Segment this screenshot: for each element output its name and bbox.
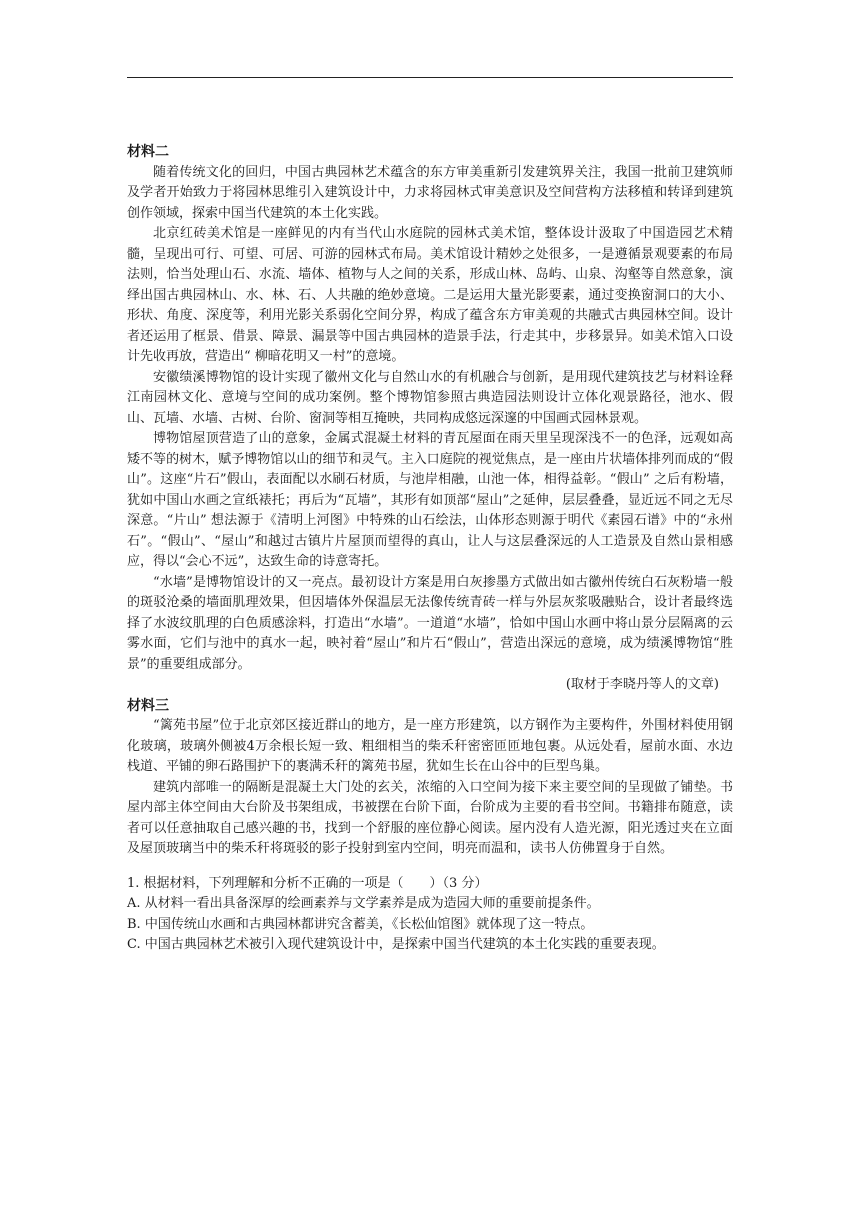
- question-1-option-a: A. 从材料一看出具备深厚的绘画素养与文学素养是成为造园大师的重要前提条件。: [127, 896, 600, 911]
- material2-paragraph-2: 北京红砖美术馆是一座鲜见的内有当代山水庭院的园林式美术馆，整体设计汲取了中国造园艺术精髓，呈现出可行、可望、可居、可游的园林式布局。美术馆设计精妙之处很多，一是遵循景观要素的布局法则，恰当处理山石、水流、墙体、植物与人之间的关系，形成山林、岛屿、山泉、沟壑等自然意象，演绎出国古典园林山、水、林、石、人共融的绝妙意境。二是运用大量光影要素，通过变换窗洞口的大小、形状、角度、深度等，利用光影关系弱化空间分界，构成了蕴含东方审美观的共融式古典园林空间。设计者还运用了框景、借景、障景、漏景等中国古典园林的造景手法，行走其中，步移景异。如美术馆入口设计先收再放，营造出“ 柳暗花明又一村”的意境。: [127, 226, 733, 364]
- material2-paragraph-1: 随着传统文化的回归，中国古典园林艺术蕴含的东方审美重新引发建筑界关注，我国一批前卫建筑师及学者开始致力于将园林思维引入建筑设计中，力求将园林式审美意识及空间营构方法移植和转译到建筑创作领域，探索中国当代建筑的本土化实践。: [127, 164, 733, 221]
- material2-paragraph-3: 安徽绩溪博物馆的设计实现了徽州文化与自然山水的有机融合与创新，是用现代建筑技艺与材料诠释江南园林文化、意境与空间的成功案例。整个博物馆参照古典造园法则设计立体化观景路径，池水、假山、瓦墙、水墙、古树、台阶、窗洞等相互掩映，共同构成悠远深邃的中国画式园林景观。: [127, 369, 733, 426]
- material2-source: (取材于李晓丹等人的文章): [565, 677, 719, 692]
- document-body: [127, 142, 733, 956]
- material3-paragraph-1: “篱苑书屋”位于北京郊区接近群山的地方，是一座方形建筑，以方钢作为主要构件，外围材料使用钢化玻璃，玻璃外侧被4万余根长短一致、粗细相当的柴禾秆密密匝匝地包裹。从远处看，屋前水面、水边栈道、平铺的卵石路围护下的裹满禾秆的篱苑书屋，犹如生长在山谷中的巨型鸟巢。: [127, 718, 733, 774]
- question-block: [127, 874, 733, 956]
- question-1-option-b: B. 中国传统山水画和古典园林都讲究含蓄美，《长松仙馆图》就体现了这一特点。: [127, 916, 594, 932]
- material2-paragraph-5: “水墙”是博物馆设计的又一亮点。最初设计方案是用白灰掺墨方式做出如古徽州传统白石灰粉墙一般的斑驳沧桑的墙面肌理效果，但因墙体外保温层无法像传统青砖一样与外层灰浆吸融贴合，设计者最终选择了水波纹肌理的白色质感涂料，打造出“水墙”。一道道“水墙”，恰如中国山水画中将山景分层隔离的云雾水面，它们与池中的真水一起，映衬着“屋山”和片石“假山”，营造出深远的意境，成为绩溪博物馆“胜景”的重要组成部分。: [127, 574, 733, 672]
- question-1-option-c: C. 中国古典园林艺术被引入现代建筑设计中，是探索中国当代建筑的本土化实践的重要表现。: [127, 937, 665, 952]
- material3-paragraph-2: 建筑内部唯一的隔断是混凝土大门处的玄关，浓缩的入口空间为接下来主要空间的呈现做了铺垫。书屋内部主体空间由大台阶及书架组成，书被摆在台阶下面，台阶成为主要的看书空间。书籍排布随意，读者可以任意抽取自己感兴趣的书，找到一个舒服的座位静心阅读。屋内没有人造光源，阳光透过夹在立面及屋顶玻璃当中的柴禾秆将斑驳的影子投射到室内空间，明亮而温和，读书人仿佛置身于自然。: [127, 779, 733, 856]
- material2-paragraph-4: 博物馆屋顶营造了山的意象，金属式混凝土材料的青瓦屋面在雨天里呈现深浅不一的色泽，远观如高矮不等的树木，赋予博物馆以山的细节和灵气。主入口庭院的视觉焦点，是一座由片状墙体排列而成的“假山”。这座“片石”假山，表面配以水刷石材质，与池岸相融，山池一体，相得益彰。“假山” 之后有粉墙，犹如中国山水画之宣纸裱托；再后为“瓦墙”，其形有如顶部“屋山”之延伸，层层叠叠，显近远不同之无尽深意。“片山” 想法源于《清明上河图》中特殊的山石绘法，山体形态则源于明代《素园石谱》中的“永州石”。“假山”、“屋山”和越过古镇片片屋顶而望得的真山，让人与这层叠深远的人工造景及自然山景相感应，得以“会心不远”，达致生命的诗意寄托。: [127, 431, 733, 569]
- header-rule: [127, 77, 733, 78]
- material3-heading: 材料三: [127, 697, 169, 714]
- question-1-stem: 1. 根据材料，下列理解和分析不正确的一项是（ ）（3 分）: [127, 875, 488, 891]
- material2-heading: 材料二: [127, 144, 169, 160]
